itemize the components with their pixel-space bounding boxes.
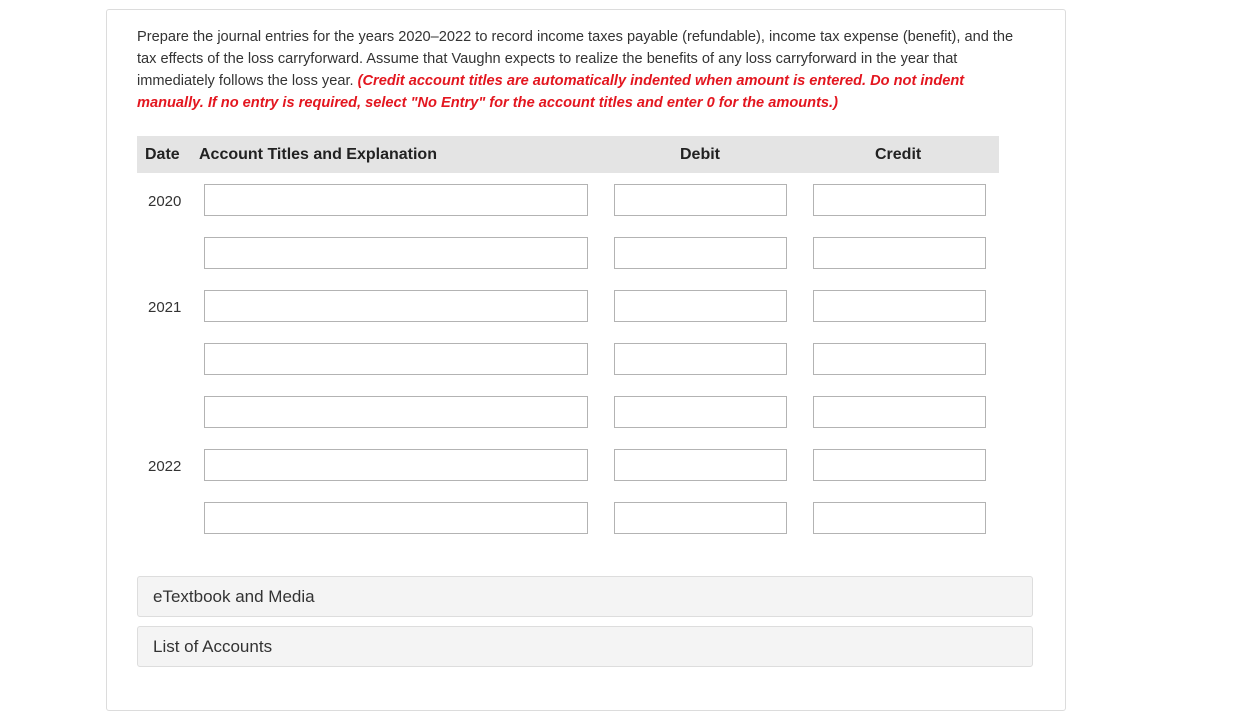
- etextbook-media-panel[interactable]: [137, 576, 1033, 617]
- account-title-input[interactable]: [204, 396, 588, 428]
- account-title-input[interactable]: [204, 237, 588, 269]
- journal-table-header: [137, 136, 999, 173]
- account-title-input[interactable]: [204, 290, 588, 322]
- account-title-input[interactable]: [204, 449, 588, 481]
- instructions-text: Prepare the journal entries for the years 2020–2022 to record income taxes payable (refundable), income tax expense (benefit), and the tax effects of the loss carryforward. Assume that Vaughn expects to realize the benefits of any loss carryforward in the year that immediately follows the loss year.: [137, 29, 1014, 89]
- journal-row: [137, 449, 999, 483]
- row-date: 2020: [148, 193, 182, 210]
- journal-row: [137, 396, 999, 430]
- credit-input[interactable]: [813, 343, 986, 375]
- debit-input[interactable]: [614, 343, 787, 375]
- journal-row: [137, 502, 999, 536]
- list-of-accounts-label: List of Accounts: [153, 637, 273, 656]
- credit-input[interactable]: [813, 184, 986, 216]
- credit-input[interactable]: [813, 449, 986, 481]
- account-title-input[interactable]: [204, 502, 588, 534]
- instructions-note: (Credit account titles are automatically indented when amount is entered. Do not indent manually. If no entry is required, select "No Entry" for the account titles and enter 0 for the amounts.): [137, 73, 965, 111]
- journal-row: [137, 184, 999, 218]
- header-credit: Credit: [875, 146, 922, 163]
- debit-input[interactable]: [614, 502, 787, 534]
- journal-row: [137, 343, 999, 377]
- credit-input[interactable]: [813, 237, 986, 269]
- debit-input[interactable]: [614, 449, 787, 481]
- row-date: 2022: [148, 458, 182, 475]
- account-title-input[interactable]: [204, 343, 588, 375]
- etextbook-media-label: eTextbook and Media: [153, 587, 315, 606]
- question-instructions: [137, 26, 1027, 114]
- debit-input[interactable]: [614, 237, 787, 269]
- journal-row: [137, 237, 999, 271]
- header-date: Date: [145, 146, 180, 163]
- credit-input[interactable]: [813, 502, 986, 534]
- credit-input[interactable]: [813, 290, 986, 322]
- account-title-input[interactable]: [204, 184, 588, 216]
- debit-input[interactable]: [614, 396, 787, 428]
- header-debit: Debit: [680, 146, 720, 163]
- list-of-accounts-panel[interactable]: [137, 626, 1033, 667]
- credit-input[interactable]: [813, 396, 986, 428]
- header-account-titles: Account Titles and Explanation: [199, 146, 437, 163]
- debit-input[interactable]: [614, 184, 787, 216]
- debit-input[interactable]: [614, 290, 787, 322]
- journal-row: [137, 290, 999, 324]
- row-date: 2021: [148, 299, 182, 316]
